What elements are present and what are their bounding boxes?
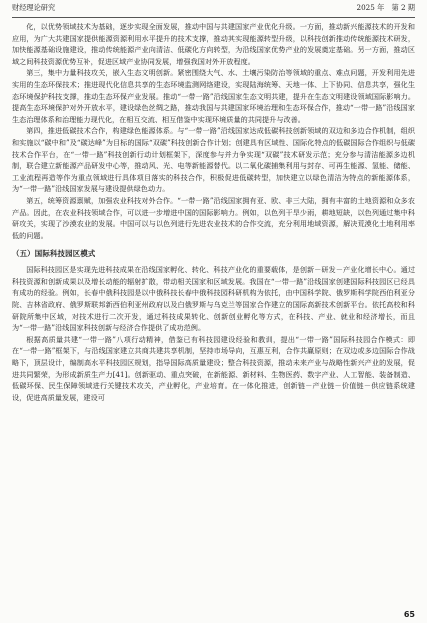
body-paragraph: 第五，统筹资源禀赋，加强农业科技对外合作。“一带一路”沿线国家拥有亚、欧、非三大陆，拥有丰富的土地资源和众多农产品。因此，在农业科技领域合作，可以进一步增进中国的国际影响力。例如，以色列干旱少雨，耕地短缺，以色列通过集中科研攻关，实现了沙漠农业的发展。中国可以与以色列进行先进农业技术的合作交流，充分利用地域资源，解决荒漠化土地利用率低的问题。 — [12, 195, 415, 240]
journal-title: 财经理论研究 — [12, 3, 56, 12]
body-paragraph: 第四，推进低碳技术合作，构建绿色能源体系。与“一带一路”沿线国家达成低碳科技创新领域的双边和多边合作机制，组织和实施以“碳中和”及“碳达峰”为目标的国际“双碳”科技创新合作计划；创建具有区域性、国际化特点的低碳国际合作组织与低碳技术合作平台，在“一带一路”科技创新行动计划框架下，深度参与并力争实现“双碳”技术研发示范；充分参与清洁能源多边机制，联合建立新能源产品研发中心等，推动风、光、电等新能源替代。以二氧化碳捕集利用与封存、可再生能源、氢能、储能、工业流程再造等作为重点领域进行具体项目落实的科技合作，积极促进低碳转型，加快建立以绿色清洁为特点的新能源体系，为“一带一路”沿线国家发展与建设提供绿色动力。 — [12, 126, 415, 194]
body-paragraph: 化，以优势领域技术为基础，逐步实现全面发展，推动中国与共建国家产业优化升级。一方面，推动新兴能源技术的开发和应用，为广大共建国家提供能源资源利用水平提升的技术支撑，推动其实现能源转型升级，以科技创新推动传统能源技术研发，加快能源基础设施建设，推动传统能源产业向清洁、低碳化方向转型，为沿线国家优势产业的发展奠定基础。另一方面，推动区域之间科技资源优势互补，促进区域产业协同发展，增强我国对外开放程度。 — [12, 22, 415, 66]
running-header — [12, 0, 415, 18]
issue-label: 2025 年 第 2 期 — [356, 3, 415, 12]
body-paragraph: 第三，集中力量科技攻关，嵌入生态文明创新。紧密围绕大气、水、土壤污染防治等领域的重点、难点问题，开发利用先进实用的生态环保技术；推进现代化信息共享的生态环境监测网络建设，实现陆海统筹、天地一体、上下协同、信息共享，强化生态环境保护科技支撑，推动生态环保产业发展。推动“一带一路”沿线国家生态文明共建，提升在生态文明建设领域国际影响力。提高生态环境保护对外开放水平，建设绿色丝绸之路，推动我国与共建国家环境治理和生态环保合作，推动“一带一路”沿线国家生态治理体系和治理能力现代化，在相互交流、相互借鉴中实现环境质量的共同提升与改善。 — [12, 68, 415, 124]
article-body — [12, 21, 415, 403]
section-heading: （五）国际科技园区模式 — [12, 249, 96, 259]
body-paragraph: 根据高质量共建“一带一路”八项行动精神，借鉴已有科技园建设经验和教训，提出“一带一路”国际科技园合作模式：即在“一带一路”框架下，与沿线国家建立共商共建共享机制，坚持市场导向，互惠互利，合作共赢原则；在双边或多边国际合作战略下，顶层设计，编制高水平科技园区规划，指导国际高质量建设；整合科技资源，推动未来产业与战略性新兴产业的发展，促进共同繁荣，为形成新质生产力[41]。创新驱动、重点突破，在新能源、新材料、生物医药、数字产业、人工智能、装备制造、低碳环保、民生保障领域进行关键技术攻关，产业孵化，产业培育。在一体化推进，创新链－产业链－价值链－供应链系统建设，促进高质量发展，建设可 — [12, 334, 415, 402]
body-paragraph: 国际科技园区是实现先进科技成果在沿线国家孵化、转化、科技产业化的重要载体，是创新－研发－产业化增长中心。通过科技资源和创新成果以及增长动能的辐射扩散，带动相关国家和区域发展。我国在“一带一路”沿线国家创建国际科技园区已经具有成功的经验。例如，长春中俄科技园是以中俄科技长春中俄科技园科研机构为依托，由中国科学院、俄罗斯科学院西伯利亚分院、吉林省政府、俄罗斯联邦新西伯利亚州政府以及白俄罗斯与乌克兰等国家合作建立的国际高新技术创新平台。依托高校和科研院所集中区域，对技术进行二次开发，通过科技成果转化、创新创业孵化等方式，在科技、产业、就业和经济增长，而且为“一带一路”沿线国家科技创新与经济合作提供了成功范例。 — [12, 265, 415, 333]
page-number: 65 — [403, 610, 415, 619]
